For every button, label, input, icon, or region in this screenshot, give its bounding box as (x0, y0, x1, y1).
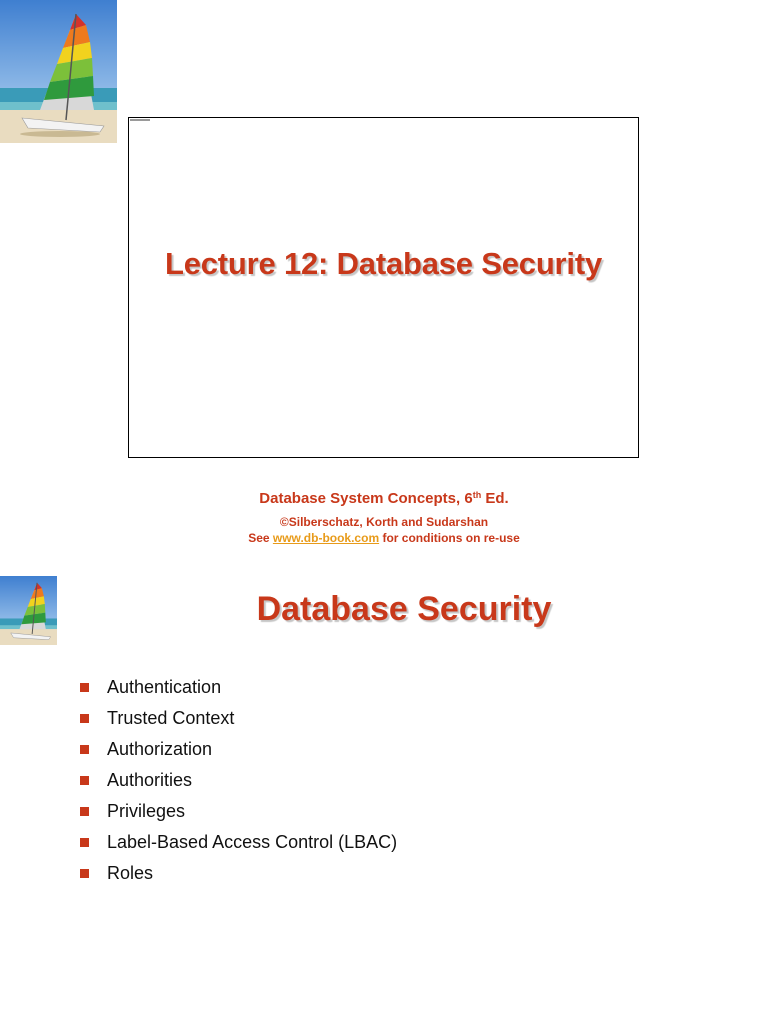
list-item-text: Trusted Context (107, 708, 235, 728)
list-item (80, 796, 397, 827)
list-item (80, 672, 397, 703)
bullet-square-icon (80, 683, 89, 692)
sailboat-logo-image (0, 0, 117, 143)
copyright-line: ©Silberschatz, Korth and Sudarshan (279, 515, 489, 529)
bullet-square-icon (80, 807, 89, 816)
bullet-square-icon (80, 776, 89, 785)
book-title-prefix: Database System Concepts, 6 (259, 490, 473, 507)
list-item (80, 765, 397, 796)
topic-list (80, 672, 397, 889)
bullet-square-icon (80, 869, 89, 878)
reuse-prefix: See (248, 531, 273, 545)
book-title (0, 484, 768, 510)
title-frame (128, 117, 639, 458)
list-item (80, 858, 397, 889)
frame-mark (130, 119, 150, 121)
list-item-text: Privileges (107, 801, 186, 821)
bullet-square-icon (80, 745, 89, 754)
list-item-text: Authorities (107, 770, 193, 790)
section-title: Database Security (256, 590, 552, 628)
lecture-title: Lecture 12: Database Security (164, 246, 602, 281)
credits-block (0, 484, 768, 546)
book-title-suffix: Ed. (481, 490, 509, 507)
reuse-line (0, 530, 768, 546)
reuse-suffix: for conditions on re-use (379, 531, 520, 545)
list-item-text: Label-Based Access Control (LBAC) (107, 832, 398, 852)
bullet-square-icon (80, 838, 89, 847)
list-item (80, 703, 397, 734)
bullet-square-icon (80, 714, 89, 723)
list-item-text: Authorization (107, 739, 213, 759)
list-item (80, 827, 397, 858)
list-item-text: Authentication (107, 677, 222, 697)
list-item (80, 734, 397, 765)
list-item-text: Roles (107, 863, 154, 883)
book-edition-sup: th (472, 490, 482, 500)
db-book-link[interactable]: www.db-book.com (272, 531, 380, 545)
